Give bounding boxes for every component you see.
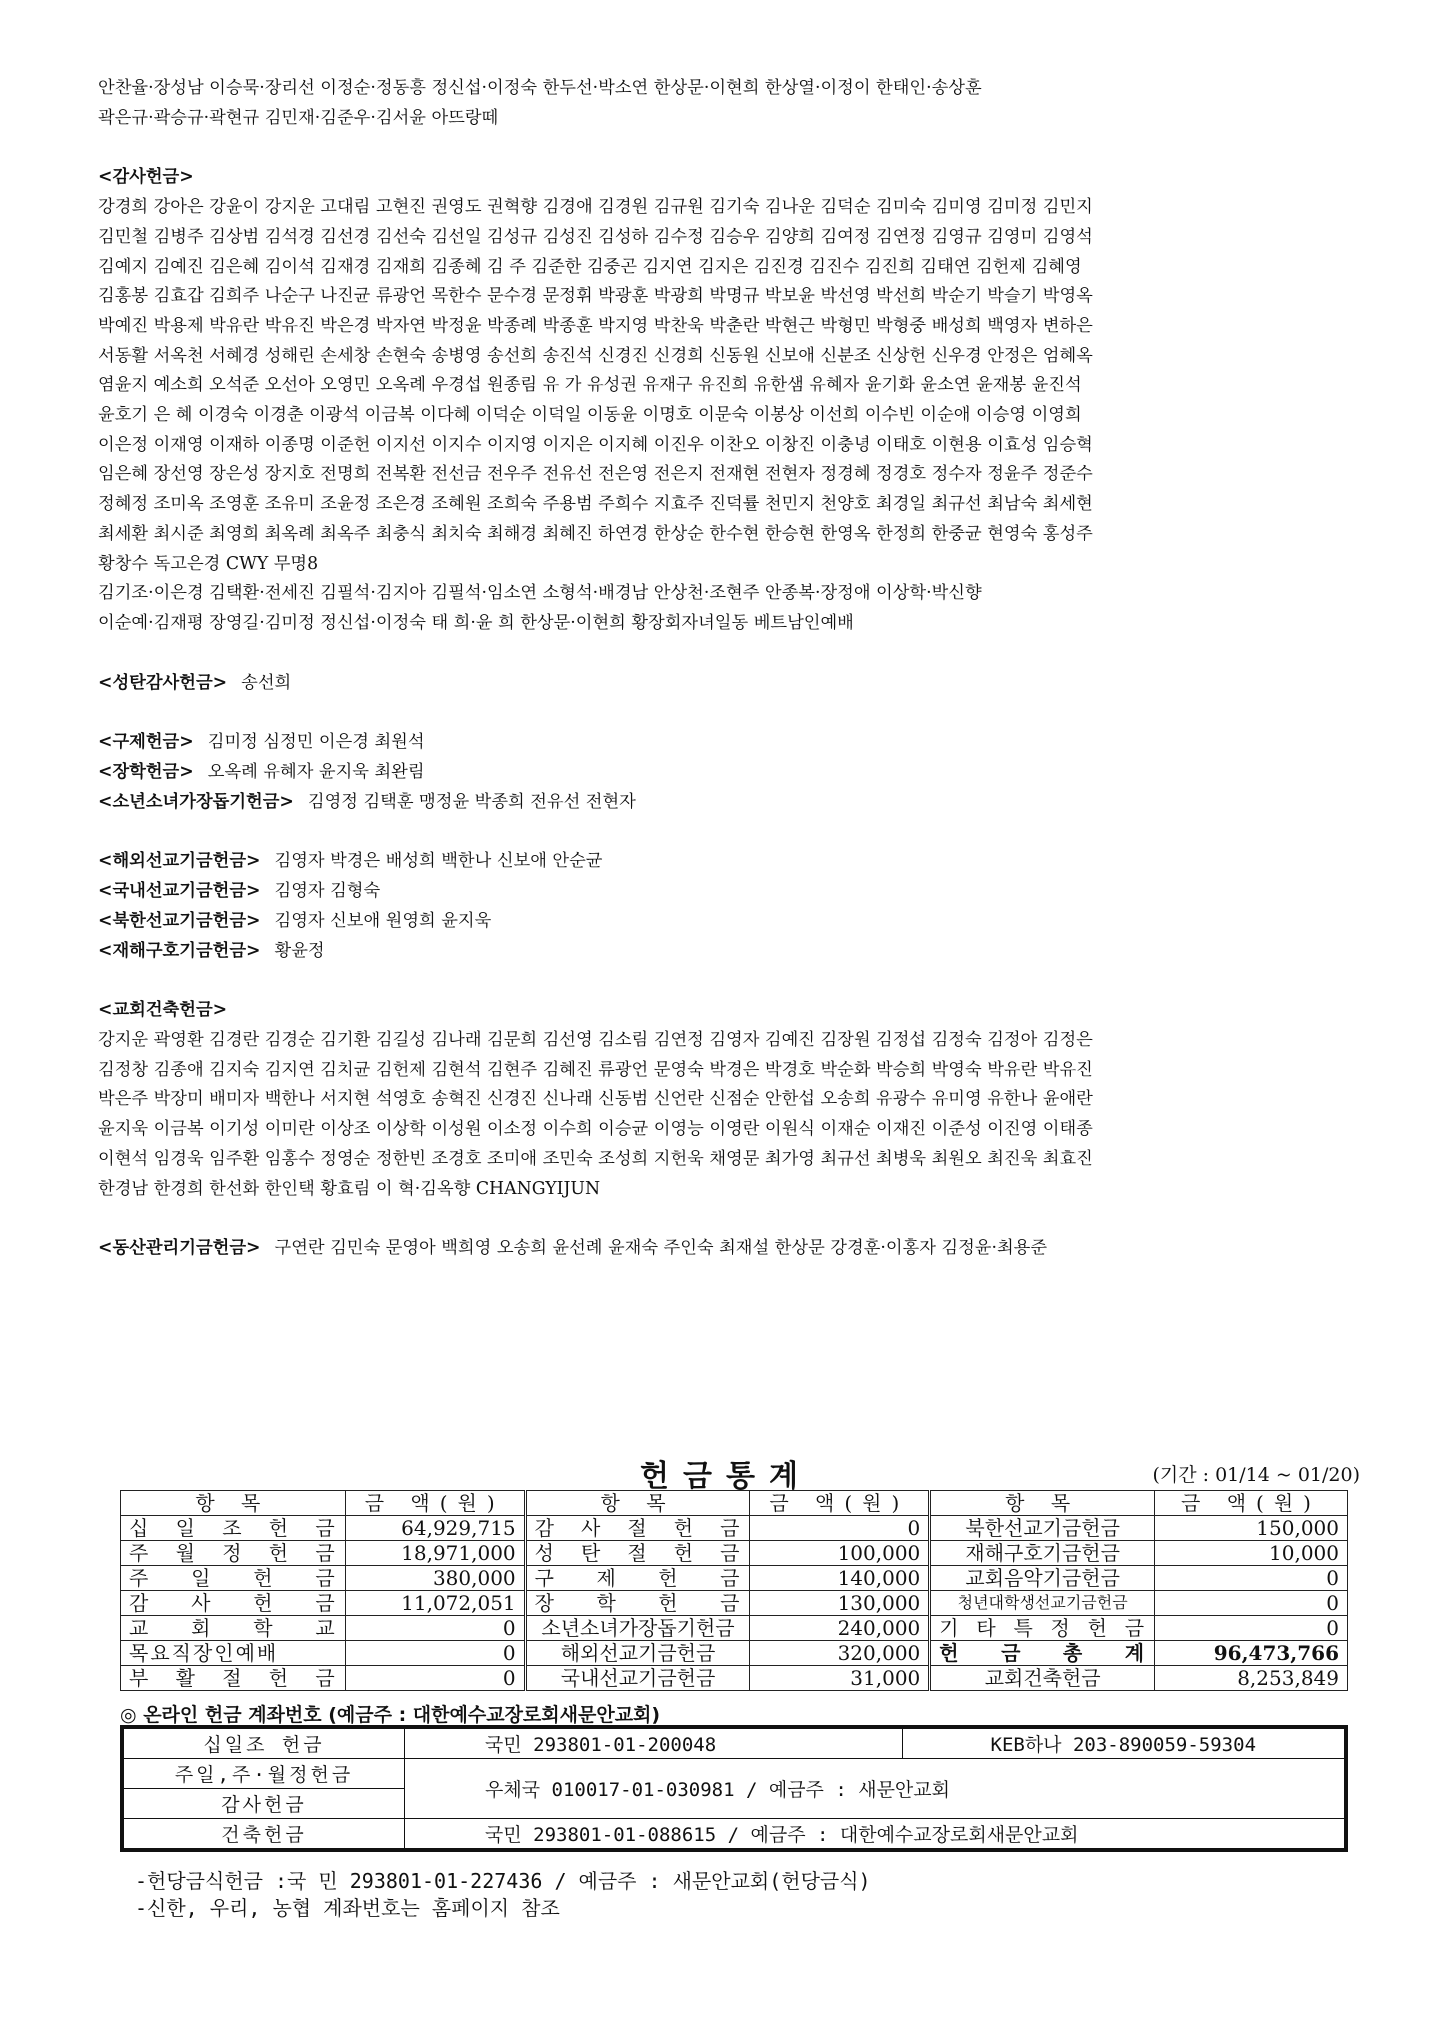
stats-title: 헌금통계 xyxy=(640,1459,812,1494)
stats-label: 교회음악기금헌금 xyxy=(930,1566,1155,1591)
relief-offering-line xyxy=(98,728,1378,758)
post-office-account: 우체국 010017-01-030981 / 예금주 : 새문안교회 xyxy=(405,1759,1345,1819)
account-row xyxy=(124,1729,1345,1759)
thanks-names-line: 서동활 서옥천 서혜경 성해린 손세창 손현숙 송병영 송선희 송진석 신경진 신경희 신동원 신보애 신분조 신상헌 신우경 안정은 엄혜옥 xyxy=(98,345,1093,366)
weekly-label: 주일,주·월정헌금 xyxy=(124,1759,405,1789)
thanks-names-line: 윤호기 은 혜 이경숙 이경춘 이광석 이금복 이다혜 이덕순 이덕일 이동윤 이명호 이문숙 이봉상 이선희 이수빈 이순애 이승영 이영희 xyxy=(98,405,1082,426)
online-account-heading: ◎ 온라인 헌금 계좌번호 (예금주 : 대한예수교장로회새문안교회) xyxy=(120,1704,661,1726)
building-names-line: 한경남 한경희 한선화 한인택 황효림 이 혁·김옥향 CHANGYIJUN xyxy=(98,1178,601,1199)
col-amount-header: 금 액(원) xyxy=(1155,1491,1348,1516)
stats-amount: 0 xyxy=(345,1641,525,1666)
account-row xyxy=(124,1819,1345,1849)
stats-label: 소년소녀가장돕기헌금 xyxy=(525,1616,750,1641)
domestic-mission-names: 김영자 김형숙 xyxy=(274,881,381,902)
scholarship-offering-heading: <장학헌금> xyxy=(98,762,194,783)
building-names-line: 김정창 김종애 김지숙 김지연 김치균 김헌제 김현석 김현주 김혜진 류광언 문영숙 박경은 박경호 박순화 박승희 박영숙 박유란 박유진 xyxy=(98,1059,1093,1080)
youth-head-offering-heading: <소년소녀가장돕기헌금> xyxy=(98,791,294,812)
nk-mission-names: 김영자 신보애 원영희 윤지욱 xyxy=(274,910,492,931)
thanks-names-line: 황창수 독고은경 CWY 무명8 xyxy=(98,553,319,574)
thanks-offering-heading: <감사헌금> xyxy=(98,167,194,188)
stats-label: 국내선교기금헌금 xyxy=(525,1666,750,1691)
stats-label: 구 제 헌 금 xyxy=(525,1566,750,1591)
building-offering-heading: <교회건축헌금> xyxy=(98,1000,228,1021)
stats-total-label: 헌 금 총 계 xyxy=(930,1641,1155,1666)
stats-amount: 0 xyxy=(1155,1616,1348,1641)
stats-label: 주 일 헌 금 xyxy=(121,1566,346,1591)
stats-label: 장 학 헌 금 xyxy=(525,1591,750,1616)
building-names-line: 윤지욱 이금복 이기성 이미란 이상조 이상학 이성원 이소정 이수희 이승균 이영능 이영란 이원식 이재순 이재진 이준성 이진영 이태종 xyxy=(98,1119,1093,1140)
youth-head-offering-names: 김영정 김택훈 맹정윤 박종희 전유선 전현자 xyxy=(307,791,636,812)
building-names-line: 이현석 임경욱 임주환 임홍수 정영순 정한빈 조경호 조미애 조민숙 조성희 지헌욱 채영문 최가영 최규선 최병욱 최원오 최진욱 최효진 xyxy=(98,1148,1093,1169)
property-offering-heading: <동산관리기금헌금> xyxy=(98,1238,261,1259)
stats-amount: 240,000 xyxy=(750,1616,930,1641)
stats-amount: 18,971,000 xyxy=(345,1541,525,1566)
nk-mission-heading: <북한선교기금헌금> xyxy=(98,910,261,931)
tithe-account-keb: KEB하나 203-890059-59304 xyxy=(902,1729,1344,1759)
note-line: -헌당금식헌금 :국 민 293801-01-227436 / 예금주 : 새문안교회(헌당금식) xyxy=(135,1869,871,1893)
stats-amount: 0 xyxy=(1155,1591,1348,1616)
account-row xyxy=(124,1759,1345,1789)
stats-label: 교회건축헌금 xyxy=(930,1666,1155,1691)
thanks-label: 감사헌금 xyxy=(124,1789,405,1819)
stats-period: (기간 : 01/14 ~ 01/20) xyxy=(1152,1464,1360,1486)
thanks-names-line: 염윤지 예소희 오석준 오선아 오영민 오옥례 우경섭 원종림 유 가 유성권 유재구 유진희 유한샘 유혜자 윤기화 윤소연 윤재봉 윤진석 xyxy=(98,375,1082,396)
donor-names-section xyxy=(98,74,1378,1264)
tithe-account-kb: 국민 293801-01-200048 xyxy=(405,1729,903,1759)
col-amount-header: 금 액(원) xyxy=(345,1491,525,1516)
building-account: 국민 293801-01-088615 / 예금주 : 대한예수교장로회새문안교회 xyxy=(405,1819,1345,1849)
property-offering-names: 구연란 김민숙 문영아 백희영 오송희 윤선례 윤재숙 주인숙 최재설 한상문 강경훈·이홍자 김정윤·최용준 xyxy=(274,1238,1048,1259)
stats-amount: 320,000 xyxy=(750,1641,930,1666)
stats-amount: 11,072,051 xyxy=(345,1591,525,1616)
stats-label: 교 회 학 교 xyxy=(121,1616,346,1641)
domestic-mission-heading: <국내선교기금헌금> xyxy=(98,881,261,902)
youth-head-offering-line xyxy=(98,788,1378,818)
relief-offering-heading: <구제헌금> xyxy=(98,732,194,753)
disaster-relief-names: 황윤정 xyxy=(274,940,325,961)
thanks-names-line: 박예진 박용제 박유란 박유진 박은경 박자연 박정윤 박종례 박종훈 박지영 박찬욱 박춘란 박현근 박형민 박형중 배성희 백영자 변하은 xyxy=(98,315,1093,336)
building-names-line: 박은주 박장미 배미자 백한나 서지현 석영호 송혁진 신경진 신나래 신동범 신언란 신점순 안한섭 오송희 유광수 유미영 유한나 윤애란 xyxy=(98,1089,1093,1110)
stats-amount: 31,000 xyxy=(750,1666,930,1691)
stats-label: 감 사 헌 금 xyxy=(121,1591,346,1616)
account-notes xyxy=(135,1868,871,1922)
thanks-names-line: 김홍봉 김효갑 김희주 나순구 나진균 류광언 목한수 문수경 문정휘 박광훈 박광희 박명규 박보윤 박선영 박선희 박순기 박슬기 박영옥 xyxy=(98,286,1093,307)
stats-label: 북한선교기금헌금 xyxy=(930,1516,1155,1541)
stats-header-row xyxy=(121,1491,1348,1516)
stats-label: 감 사 절 헌 금 xyxy=(525,1516,750,1541)
relief-offering-names: 김미정 심정민 이은경 최원석 xyxy=(207,732,425,753)
scholarship-offering-line xyxy=(98,758,1378,788)
disaster-relief-heading: <재해구호기금헌금> xyxy=(98,940,261,961)
stats-label: 부 활 절 헌 금 xyxy=(121,1666,346,1691)
stats-row xyxy=(121,1641,1348,1666)
stats-amount: 0 xyxy=(345,1616,525,1641)
stats-amount: 150,000 xyxy=(1155,1516,1348,1541)
stats-label: 재해구호기금헌금 xyxy=(930,1541,1155,1566)
note-line: -신한, 우리, 농협 계좌번호는 홈페이지 참조 xyxy=(135,1896,560,1920)
couple-names-line: 곽은규·곽승규·곽현규 김민재·김준우·김서윤 아뜨랑떼 xyxy=(98,107,499,128)
thanks-names-line: 김예지 김예진 김은혜 김이석 김재경 김재희 김종혜 김 주 김준한 김중곤 김지연 김지은 김진경 김진수 김진희 김태연 김헌제 김혜영 xyxy=(98,256,1082,277)
stats-label: 기 타 특 정 헌 금 xyxy=(930,1616,1155,1641)
disaster-relief-line xyxy=(98,937,1378,967)
stats-amount: 10,000 xyxy=(1155,1541,1348,1566)
stats-label: 청년대학생선교기금헌금 xyxy=(930,1591,1155,1616)
stats-row xyxy=(121,1666,1348,1691)
thanks-names-line: 이순예·김재평 장영길·김미정 정신섭·이정숙 태 희·윤 희 한상문·이현희 황장회자녀일동 베트남인예배 xyxy=(98,612,854,633)
property-offering-line xyxy=(98,1234,1378,1264)
nk-mission-line xyxy=(98,907,1378,937)
stats-row xyxy=(121,1541,1348,1566)
building-label: 건축헌금 xyxy=(124,1819,405,1849)
stats-amount: 140,000 xyxy=(750,1566,930,1591)
overseas-mission-line xyxy=(98,847,1378,877)
stats-amount: 64,929,715 xyxy=(345,1516,525,1541)
stats-label: 십 일 조 헌 금 xyxy=(121,1516,346,1541)
stats-amount: 380,000 xyxy=(345,1566,525,1591)
thanks-names-line: 정혜정 조미옥 조영훈 조유미 조윤정 조은경 조혜원 조희숙 주용범 주희수 지효주 진덕률 천민지 천양호 최경일 최규선 최남숙 최세현 xyxy=(98,494,1093,515)
thanks-names-line: 임은혜 장선영 장은성 장지호 전명희 전복환 전선금 전우주 전유선 전은영 전은지 전재현 전현자 정경혜 정경호 정수자 정윤주 정준수 xyxy=(98,464,1093,485)
col-item-header: 항 목 xyxy=(525,1491,750,1516)
overseas-mission-names: 김영자 박경은 배성희 백한나 신보애 안순균 xyxy=(274,851,603,872)
stats-amount: 0 xyxy=(345,1666,525,1691)
couple-names-line: 안찬율·장성남 이승묵·장리선 이정순·정동흥 정신섭·이정숙 한두선·박소연 한상문·이현희 한상열·이정이 한태인·송상훈 xyxy=(98,78,982,98)
scholarship-offering-names: 오옥례 유혜자 윤지욱 최완림 xyxy=(207,762,425,783)
thanks-names-line: 강경희 강아은 강윤이 강지운 고대림 고현진 권영도 권혁향 김경애 김경원 김규원 김기숙 김나운 김덕순 김미숙 김미영 김미정 김민지 xyxy=(98,197,1093,218)
stats-amount: 100,000 xyxy=(750,1541,930,1566)
stats-total-amount: 96,473,766 xyxy=(1155,1641,1348,1666)
tithe-label: 십일조 헌금 xyxy=(124,1729,405,1759)
stats-row xyxy=(121,1566,1348,1591)
overseas-mission-heading: <해외선교기금헌금> xyxy=(98,851,261,872)
domestic-mission-line xyxy=(98,877,1378,907)
offering-stats-table xyxy=(120,1490,1348,1691)
thanks-names-line: 이은정 이재영 이재하 이종명 이준헌 이지선 이지수 이지영 이지은 이지혜 이진우 이찬오 이창진 이충녕 이태호 이현용 이효성 임승혁 xyxy=(98,434,1093,455)
stats-row xyxy=(121,1516,1348,1541)
account-table xyxy=(120,1725,1348,1852)
col-amount-header: 금 액(원) xyxy=(750,1491,930,1516)
thanks-names-line: 김기조·이은경 김택환·전세진 김필석·김지아 김필석·임소연 소형석·배경남 안상천·조현주 안종복·장정애 이상학·박신향 xyxy=(98,583,982,604)
col-item-header: 항 목 xyxy=(930,1491,1155,1516)
building-names-line: 강지운 곽영환 김경란 김경순 김기환 김길성 김나래 김문희 김선영 김소림 김연정 김영자 김예진 김장원 김정섭 김정숙 김정아 김정은 xyxy=(98,1029,1093,1050)
christmas-offering-heading: <성탄감사헌금> xyxy=(98,672,228,693)
col-item-header: 항 목 xyxy=(121,1491,346,1516)
stats-amount: 130,000 xyxy=(750,1591,930,1616)
stats-label: 해외선교기금헌금 xyxy=(525,1641,750,1666)
stats-amount: 8,253,849 xyxy=(1155,1666,1348,1691)
stats-amount: 0 xyxy=(750,1516,930,1541)
stats-row xyxy=(121,1591,1348,1616)
christmas-offering-names: 송선희 xyxy=(241,672,292,693)
christmas-offering-line xyxy=(98,669,1378,699)
thanks-names-line: 최세환 최시준 최영희 최옥례 최옥주 최충식 최치숙 최해경 최혜진 하연경 한상순 한수현 한승현 한영옥 한정희 한중균 현영숙 홍성주 xyxy=(98,523,1093,544)
stats-label: 목요직장인예배 xyxy=(121,1641,346,1666)
thanks-names-line: 김민철 김병주 김상범 김석경 김선경 김선숙 김선일 김성규 김성진 김성하 김수정 김승우 김양희 김여정 김연정 김영규 김영미 김영석 xyxy=(98,226,1093,247)
stats-label: 주 월 정 헌 금 xyxy=(121,1541,346,1566)
stats-amount: 0 xyxy=(1155,1566,1348,1591)
stats-row xyxy=(121,1616,1348,1641)
stats-label: 성 탄 절 헌 금 xyxy=(525,1541,750,1566)
